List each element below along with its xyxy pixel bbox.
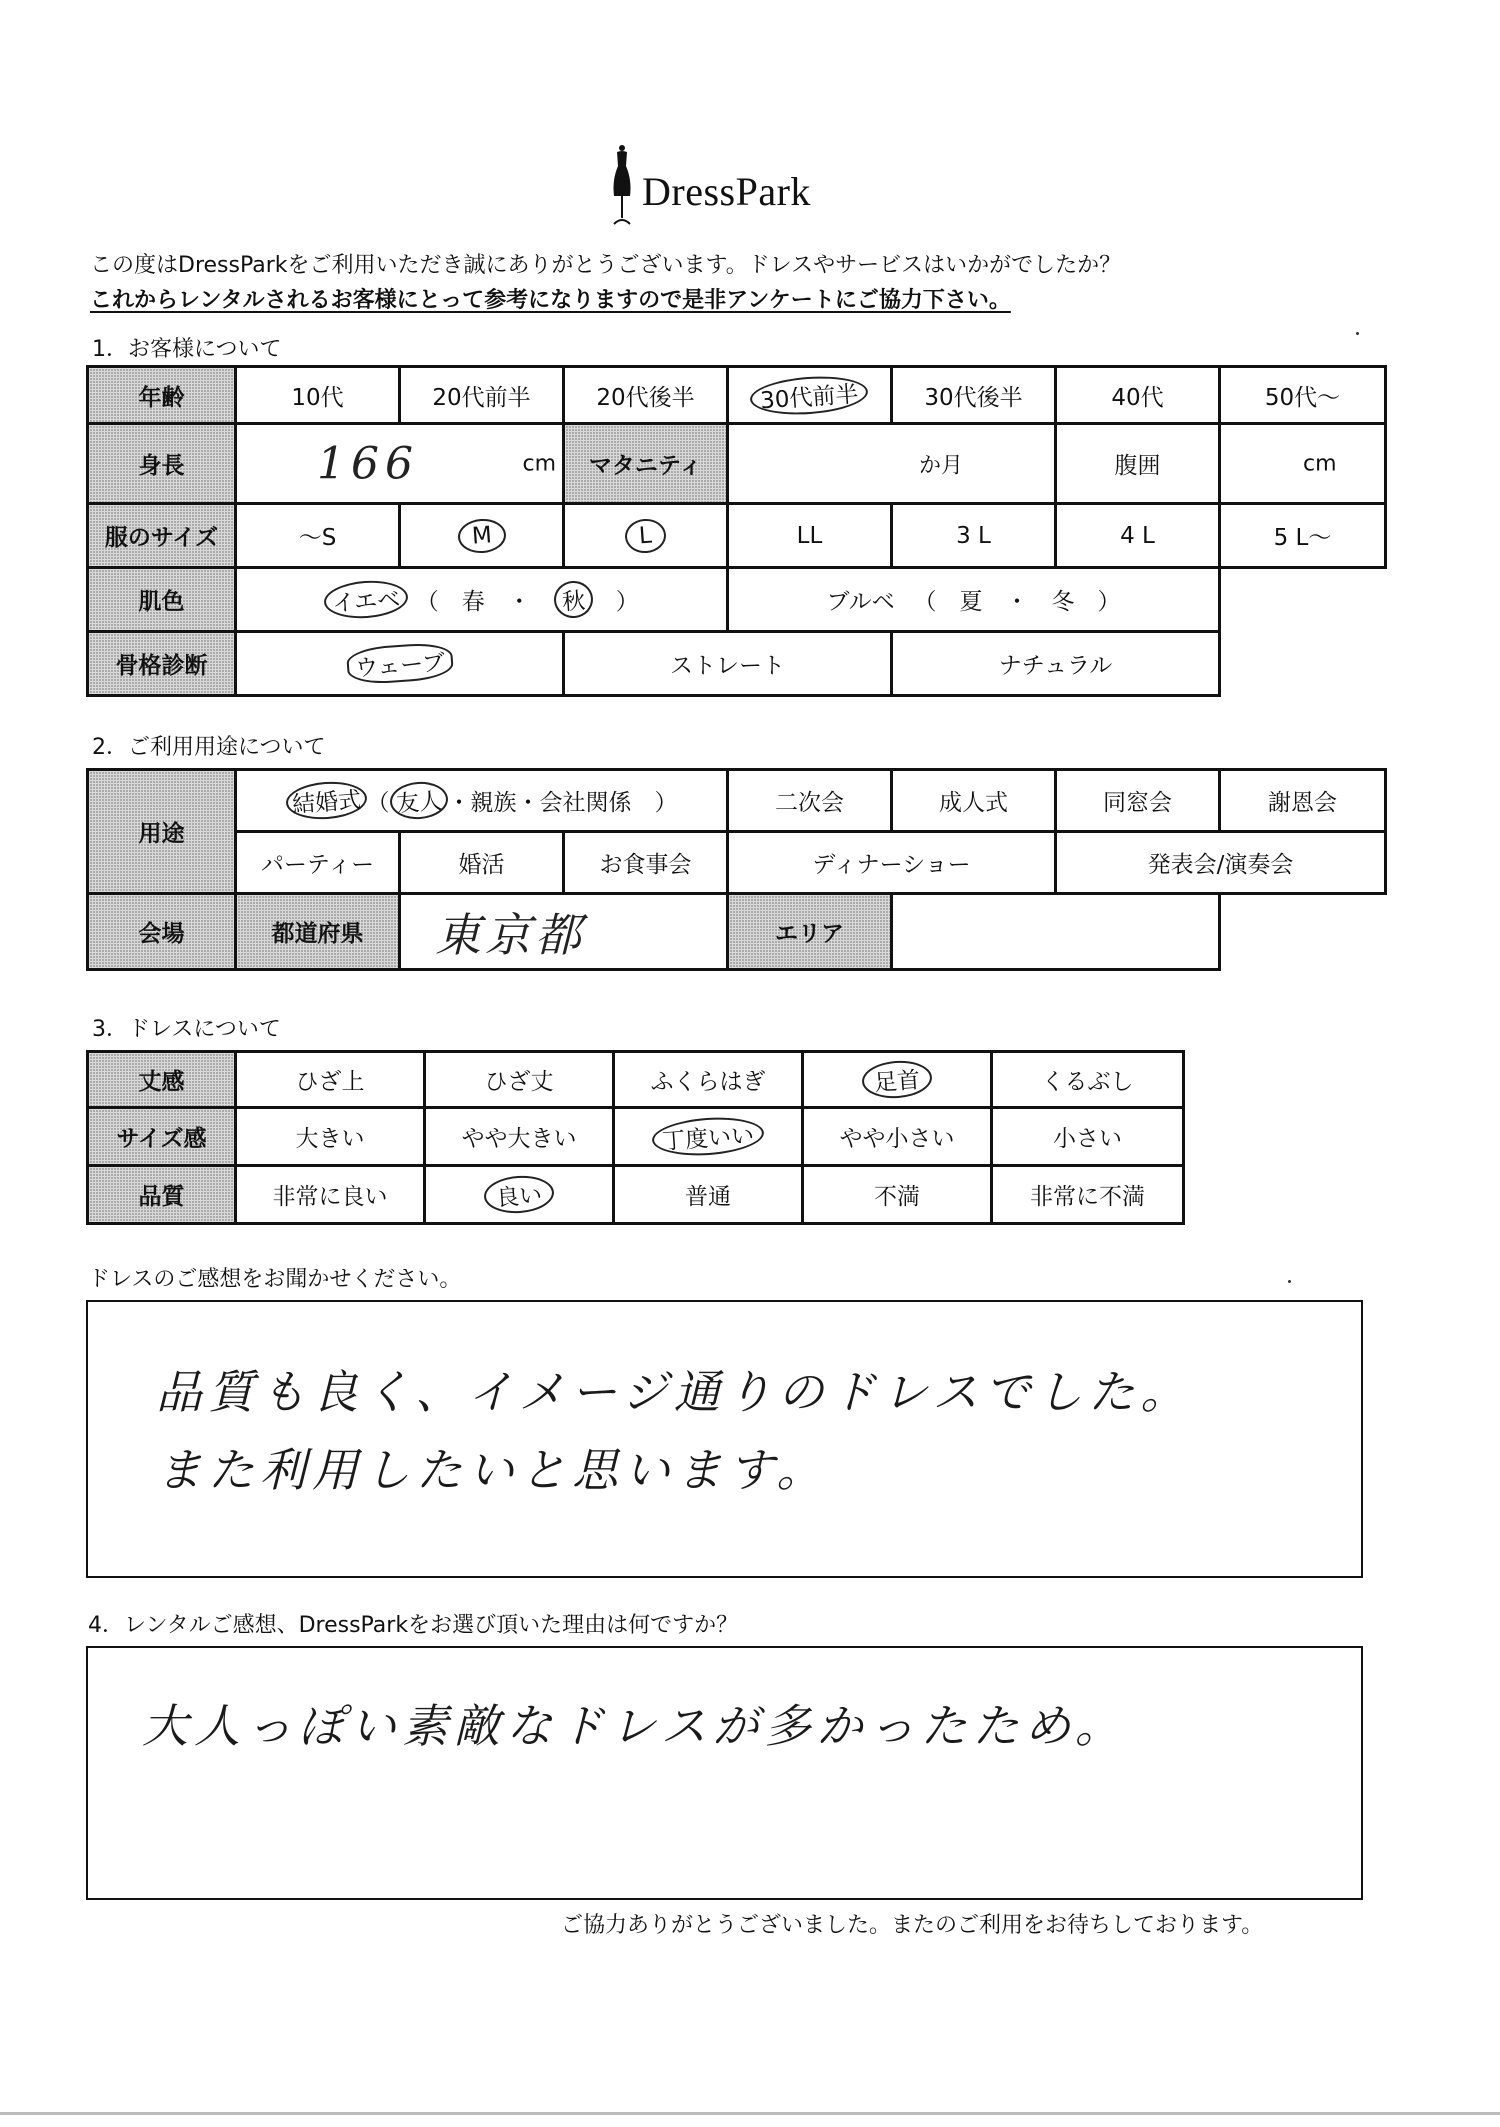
skeleton-row [88,632,1386,696]
size-option[interactable]: 〜S [236,504,400,568]
age-option-selected[interactable] [728,367,892,424]
winter-option[interactable]: 冬 [1051,589,1075,615]
blue-base-option[interactable]: ブルベ （ 夏 ・ 冬 ） [728,568,1220,632]
purpose-option[interactable]: 謝恩会 [1220,770,1386,832]
size-option[interactable]: 3 L [892,504,1056,568]
purpose-label: 用途 [88,770,236,894]
size-option[interactable]: LL [728,504,892,568]
skeleton-option[interactable]: ストレート [564,632,892,696]
quality-option[interactable]: 非常に良い [236,1166,425,1224]
maternity-months-field[interactable] [728,424,1056,504]
area-field[interactable] [892,894,1220,970]
footer-thanks: ご協力ありがとうございました。またのご利用をお待ちしております。 [561,1913,1264,1938]
prefecture-value: 東京都 [435,907,585,962]
skin-row [88,568,1386,632]
prefecture-field[interactable] [400,894,728,970]
comment-line-1: 品質も良く、イメージ通りのドレスでした。 [156,1365,1193,1419]
blue-base-label: ブルベ [826,589,895,615]
section-2-title: 2．ご利用用途について [92,735,326,760]
intro-line-1: この度はDressParkをご利用いただき誠にありがとうございます。ドレスやサービスはいかがでしたか？ [90,253,1122,278]
venue-row [88,894,1386,970]
comment-line-2: また利用したいと思います。 [156,1443,829,1497]
length-option[interactable]: くるぶし [992,1052,1184,1108]
purpose-option[interactable]: お食事会 [564,832,728,894]
summer-option[interactable]: 夏 [959,589,983,615]
dress-form-icon [606,140,646,235]
selection-circle: 結婚式 [284,779,367,822]
age-row [88,367,1386,424]
quality-label: 品質 [88,1166,236,1224]
prefecture-label: 都道府県 [236,894,400,970]
spring-option[interactable]: 春 [461,589,485,615]
size-label: 服のサイズ [88,504,236,568]
age-option[interactable]: 10代 [236,367,400,424]
length-option[interactable]: ふくらはぎ [614,1052,803,1108]
size-option-selected[interactable] [564,504,728,568]
selection-circle[interactable]: 秋 [552,580,593,620]
size-option[interactable]: 4 L [1056,504,1220,568]
empty-cell [1220,894,1386,970]
selection-circle: 足首 [861,1059,933,1101]
months-unit: か月 [919,453,964,478]
reason-box[interactable] [86,1646,1363,1900]
height-value: 166 [317,438,419,489]
quality-row [88,1166,1184,1224]
age-option[interactable]: 30代後半 [892,367,1056,424]
fit-option-selected[interactable] [614,1108,803,1166]
fit-option[interactable]: やや小さい [803,1108,992,1166]
selection-circle: M [456,517,506,554]
selection-circle: イエベ [323,578,409,621]
height-row [88,424,1386,504]
customer-table [86,365,1387,697]
purpose-option[interactable]: ディナーショー [728,832,1056,894]
size-option[interactable]: 5 L〜 [1220,504,1386,568]
age-option[interactable]: 20代前半 [400,367,564,424]
purpose-option[interactable]: 成人式 [892,770,1056,832]
waist-unit: cm [1303,451,1337,476]
selection-circle: 丁度いい [651,1114,765,1159]
family-company-label: ・親族・会社関係 [447,790,632,816]
age-option[interactable]: 50代〜 [1220,367,1386,424]
purpose-option[interactable]: パーティー [236,832,400,894]
purpose-option[interactable]: 同窓会 [1056,770,1220,832]
length-option-selected[interactable] [803,1052,992,1108]
skeleton-label: 骨格診断 [88,632,236,696]
length-label: 丈感 [88,1052,236,1108]
quality-option[interactable]: 普通 [614,1166,803,1224]
height-field[interactable] [236,424,564,504]
quality-option[interactable]: 不満 [803,1166,992,1224]
length-option[interactable]: ひざ上 [236,1052,425,1108]
brand-name: DressPark [642,169,811,214]
size-option-selected[interactable] [400,504,564,568]
fit-option[interactable]: 小さい [992,1108,1184,1166]
purpose-option[interactable]: 婚活 [400,832,564,894]
selection-circle: 良い [483,1174,555,1216]
purpose-option[interactable]: 二次会 [728,770,892,832]
section-3-title: 3．ドレスについて [92,1017,281,1042]
length-option[interactable]: ひざ丈 [425,1052,614,1108]
comment-prompt: ドレスのご感想をお聞かせください。 [88,1267,462,1292]
dress-table [86,1050,1185,1225]
yellow-base-option[interactable]: イエベ （ 春 ・ 秋 ） [236,568,728,632]
waist-field[interactable] [1220,424,1386,504]
quality-option[interactable]: 非常に不満 [992,1166,1184,1224]
venue-label: 会場 [88,894,236,970]
quality-option-selected[interactable] [425,1166,614,1224]
section-1-title: 1．お客様について [92,337,282,362]
size-row [88,504,1386,568]
empty-cell [1220,632,1386,696]
area-label: エリア [728,894,892,970]
selection-circle: ウェーブ [345,641,453,685]
selection-circle: 友人 [388,780,448,821]
skin-label: 肌色 [88,568,236,632]
skeleton-option-selected[interactable] [236,632,564,696]
intro-line-2: これからレンタルされるお客様にとって参考になりますので是非アンケートにご協力下さい。 [90,288,1011,313]
maternity-label: マタニティ [564,424,728,504]
fit-option[interactable]: やや大きい [425,1108,614,1166]
reason-answer: 大人っぽい素敵なドレスが多かったため。 [142,1699,1127,1753]
section-4-title: 4．レンタルご感想、DressParkをお選び頂いた理由は何ですか？ [88,1613,739,1638]
purpose-row-1 [88,770,1386,832]
wedding-option[interactable]: 結婚式 （ 友人 ・親族・会社関係 ） [236,770,728,832]
usage-table [86,768,1387,971]
age-label: 年齢 [88,367,236,424]
fit-option[interactable]: 大きい [236,1108,425,1166]
selection-circle: L [624,517,667,554]
height-label: 身長 [88,424,236,504]
height-unit: cm [522,451,556,476]
fit-row [88,1108,1184,1166]
empty-cell [1220,568,1386,632]
dress-comment-box[interactable] [86,1300,1363,1578]
purpose-row-2 [88,832,1386,894]
age-option[interactable]: 20代後半 [564,367,728,424]
purpose-option[interactable]: 発表会/演奏会 [1056,832,1386,894]
skeleton-option[interactable]: ナチュラル [892,632,1220,696]
waist-label: 腹囲 [1056,424,1220,504]
scan-edge-line [0,2112,1500,2115]
length-row [88,1052,1184,1108]
age-option[interactable]: 40代 [1056,367,1220,424]
selection-circle: 30代前半 [749,372,870,417]
fit-label: サイズ感 [88,1108,236,1166]
